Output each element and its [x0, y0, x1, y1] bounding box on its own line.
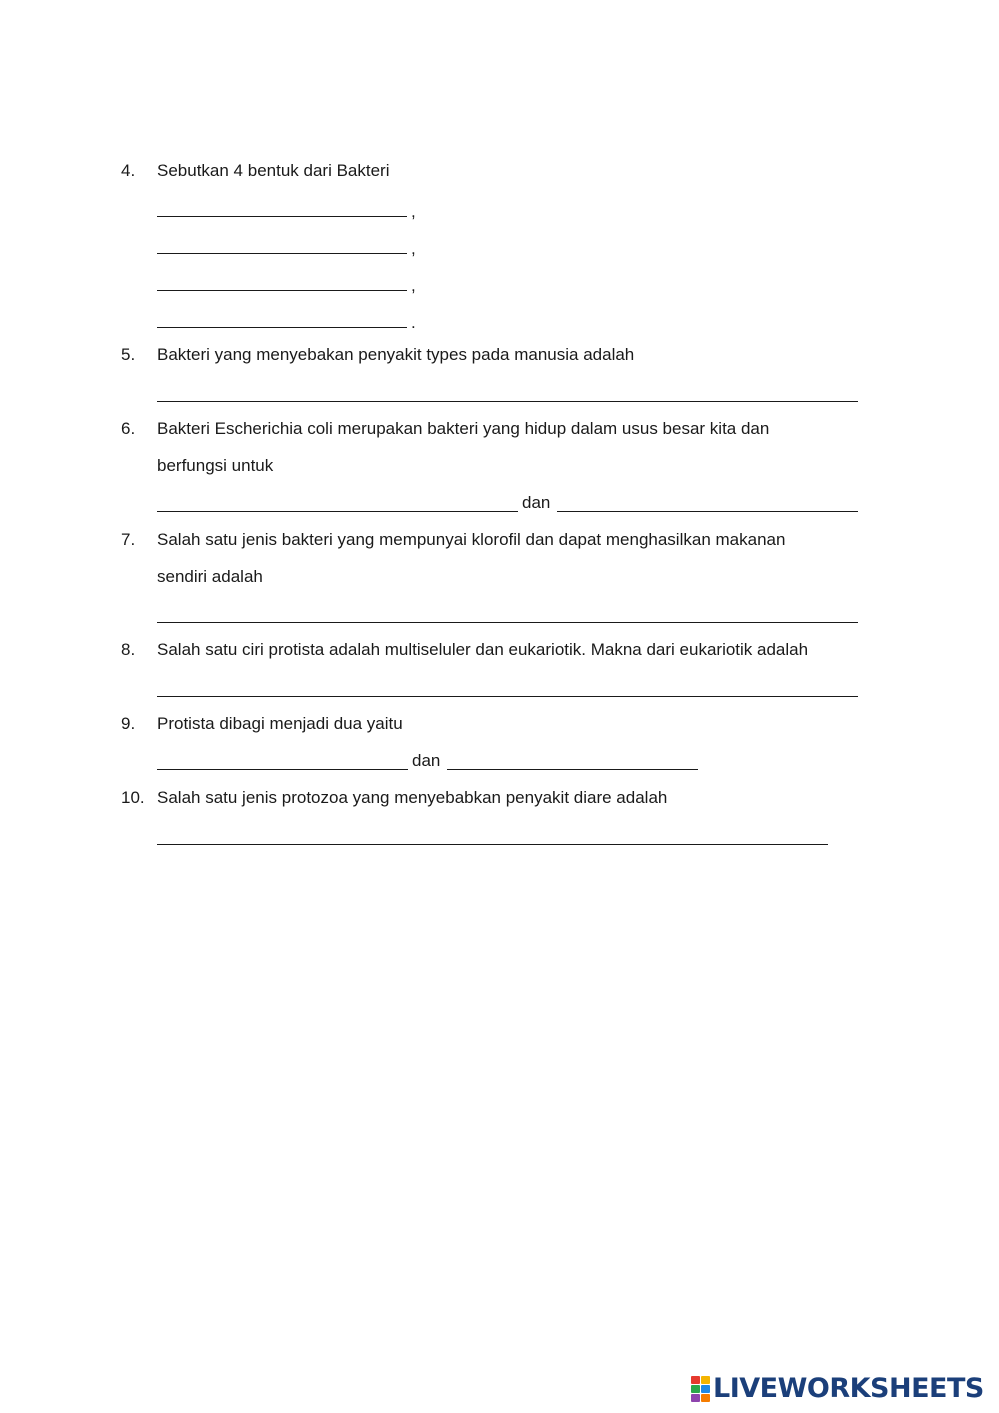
answer-10-blank[interactable] — [157, 844, 828, 845]
answer-6a-blank[interactable] — [157, 511, 518, 512]
answer-8-blank[interactable] — [157, 696, 858, 697]
answer-4d-blank[interactable] — [157, 327, 407, 328]
liveworksheets-logo[interactable] — [691, 1373, 984, 1405]
question-5-text: Bakteri yang menyebakan penyakit types pada manusia adalah — [157, 345, 635, 364]
answer-4b-blank[interactable] — [157, 253, 407, 254]
logo-block-6 — [701, 1394, 710, 1402]
liveworksheets-brand-text: LIVEWORKSHEETS — [713, 1373, 984, 1404]
question-10-number: 10. — [121, 788, 145, 807]
answer-7-blank[interactable] — [157, 622, 858, 623]
answer-5-blank[interactable] — [157, 401, 858, 402]
question-8-text: Salah satu ciri protista adalah multiseluler dan eukariotik. Makna dari eukariotik adalah — [157, 640, 809, 659]
question-7-text-line1: Salah satu jenis bakteri yang mempunyai klorofil dan dapat menghasilkan makanan — [157, 530, 786, 549]
logo-block-3 — [691, 1385, 700, 1393]
answer-9b-blank[interactable] — [447, 769, 698, 770]
answer-9-connector: dan — [412, 751, 441, 770]
answer-9a-blank[interactable] — [157, 769, 408, 770]
answer-4b-comma: , — [411, 239, 416, 258]
question-7-number: 7. — [121, 530, 136, 549]
answer-6-connector: dan — [522, 493, 551, 512]
answer-4a-comma: , — [411, 202, 416, 221]
question-9-number: 9. — [121, 714, 136, 733]
question-10-text: Salah satu jenis protozoa yang menyebabkan penyakit diare adalah — [157, 788, 668, 807]
logo-block-1 — [691, 1376, 700, 1384]
answer-4d-period: . — [411, 313, 416, 332]
question-6-text-line1: Bakteri Escherichia coli merupakan bakteri yang hidup dalam usus besar kita dan — [157, 419, 770, 438]
question-7-text-line2: sendiri adalah — [157, 567, 263, 586]
question-4-text: Sebutkan 4 bentuk dari Bakteri — [157, 161, 390, 180]
logo-block-2 — [701, 1376, 710, 1384]
answer-6b-blank[interactable] — [557, 511, 858, 512]
answer-4c-blank[interactable] — [157, 290, 407, 291]
question-9-text: Protista dibagi menjadi dua yaitu — [157, 714, 403, 733]
question-6-number: 6. — [121, 419, 136, 438]
question-6-text-line2: berfungsi untuk — [157, 456, 274, 475]
answer-4a-blank[interactable] — [157, 216, 407, 217]
liveworksheets-logo-icon — [691, 1376, 711, 1402]
logo-block-5 — [691, 1394, 700, 1402]
answer-4c-comma: , — [411, 276, 416, 295]
question-8-number: 8. — [121, 640, 136, 659]
question-5-number: 5. — [121, 345, 136, 364]
question-4-number: 4. — [121, 161, 136, 180]
logo-block-4 — [701, 1385, 710, 1393]
